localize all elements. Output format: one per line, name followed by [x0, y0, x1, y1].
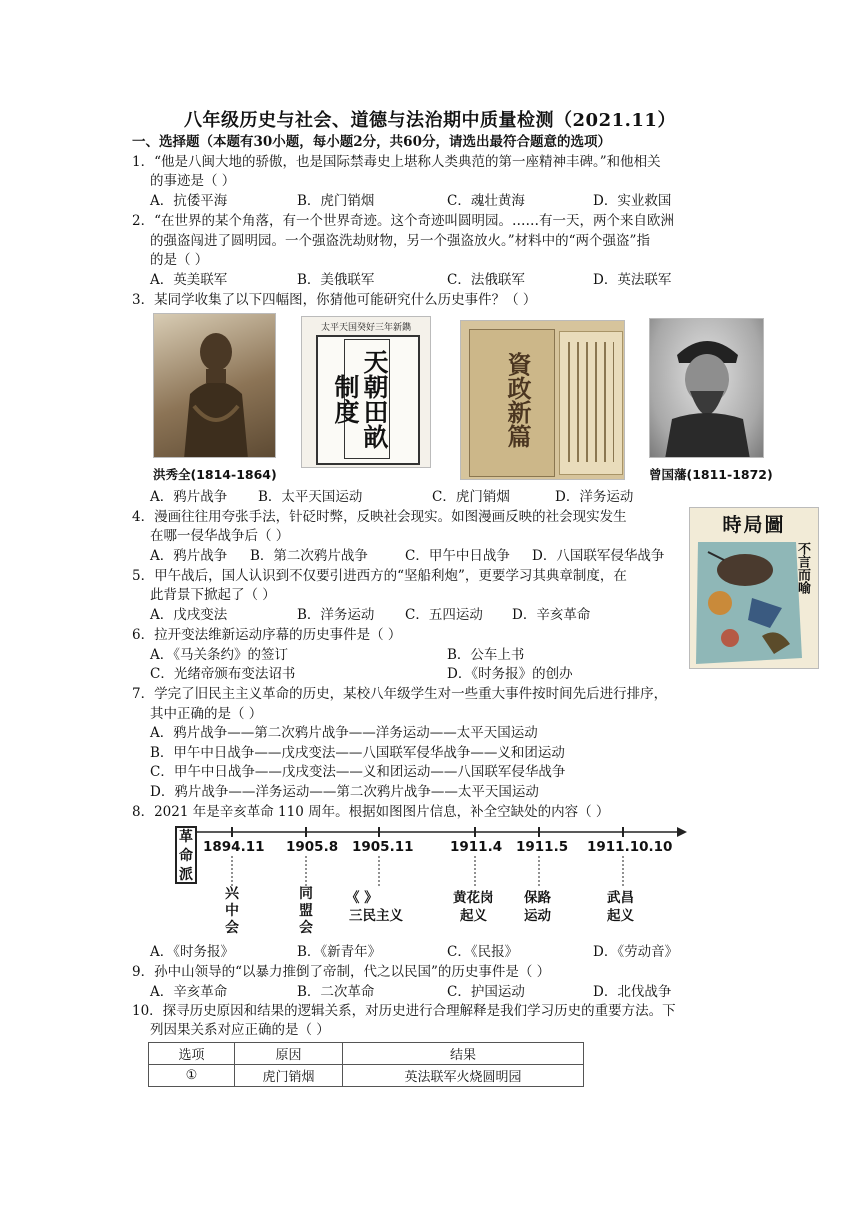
- table-header-option: 选项: [149, 1043, 235, 1065]
- q1-option-a: A．抗倭平海: [150, 193, 228, 209]
- timeline-event-huanghuagang: 黄花岗: [453, 890, 494, 906]
- zeng-guofan-portrait-image: [649, 318, 764, 458]
- q6-stem: 6．拉开变法维新运动序幕的历史事件是（ ）: [132, 627, 402, 643]
- section-heading: 一、选择题（本题有30小题，每小题2分，共60分，请选出最符合题意的选项）: [132, 134, 611, 150]
- q6-option-c: C．光绪帝颁布变法诏书: [150, 666, 296, 682]
- q9-option-c: C．护国运动: [447, 984, 525, 1000]
- q1-option-b: B．虎门销烟: [297, 193, 375, 209]
- q2-stem-line1: 2．“在世界的某个角落，有一个世界奇迹。这个奇迹叫圆明园。……有一天，两个来自欧洲: [132, 213, 674, 229]
- table-header-row: [149, 1043, 584, 1065]
- q8-option-b: B．《新青年》: [297, 944, 382, 960]
- timeline-date-6: 1911.10.10: [587, 839, 673, 855]
- table-cell-option: ①: [149, 1065, 235, 1087]
- q7-option-a: A．鸦片战争——第二次鸦片战争——洋务运动——太平天国运动: [150, 725, 538, 741]
- timeline-event-baolu-2: 运动: [524, 908, 551, 924]
- q1-stem-line2: 的事迹是（ ）: [150, 173, 236, 189]
- q2-option-b: B．美俄联军: [297, 272, 375, 288]
- q9-option-d: D．北伐战争: [593, 984, 672, 1000]
- timeline-tag: 革命派: [175, 826, 197, 884]
- q2-option-d: D．英法联军: [593, 272, 672, 288]
- q2-stem-line3: 的是（ ）: [150, 252, 209, 268]
- q4-option-b: B．第二次鸦片战争: [250, 548, 368, 564]
- timeline-date-5: 1911.5: [516, 839, 569, 855]
- book1-header: 太平天国癸好三年新鐫: [320, 323, 411, 333]
- statue-figure-icon: [154, 314, 276, 458]
- table-cell-cause: 虎门销烟: [235, 1065, 343, 1087]
- timeline-date-3: 1905.11: [352, 839, 414, 855]
- q7-stem-line1: 7．学完了旧民主主义革命的历史，某校八年级学生对一些重大事件按时间先后进行排序，: [132, 686, 668, 702]
- q8-stem: 8．2021 年是辛亥革命 110 周年。根据如图图片信息，补全空缺处的内容（ ）: [132, 804, 610, 820]
- book2-title: 資政新篇: [503, 352, 532, 448]
- tianchao-book-image: [301, 316, 431, 468]
- q3-stem: 3．某同学收集了以下四幅图，你猜他可能研究什么历史事件？（ ）: [132, 292, 537, 308]
- page-title: 八年级历史与社会、道德与法治期中质量检测（2021.11）: [184, 110, 676, 131]
- q1-option-d: D．实业救国: [593, 193, 672, 209]
- table-row: [149, 1065, 584, 1087]
- q7-stem-line2: 其中正确的是（ ）: [150, 706, 263, 722]
- q5-stem-line2: 此背景下掀起了（ ）: [150, 587, 276, 603]
- q6-option-a: A．《马关条约》的签订: [150, 647, 288, 663]
- book1-title: 天朝田畝制度: [344, 339, 390, 459]
- timeline-event-sanmin: 三民主义: [349, 908, 403, 924]
- q9-stem: 9．孙中山领导的“以暴力推倒了帝制，代之以民国”的历史事件是（ ）: [132, 964, 551, 980]
- timeline-event-huanghuagang-2: 起义: [460, 908, 487, 924]
- q2-stem-line2: 的强盗闯进了圆明园。一个强盗洗劫财物，另一个强盗放火。”材料中的“两个强盗”指: [150, 233, 650, 249]
- q9-option-a: A．辛亥革命: [150, 984, 228, 1000]
- q4-stem-line2: 在哪一侵华战争后（ ）: [150, 528, 290, 544]
- q9-option-b: B．二次革命: [297, 984, 375, 1000]
- q4-option-c: C．甲午中日战争: [405, 548, 510, 564]
- timeline-event-xingzhonghui: 兴中会: [225, 886, 239, 936]
- timeline-event-wuchang-2: 起义: [607, 908, 634, 924]
- timeline-event-baolu: 保路: [524, 890, 551, 906]
- timeline-event-tongmenghui: 同盟会: [299, 886, 313, 936]
- q3-option-c: C．虎门销烟: [432, 489, 510, 505]
- timeline-date-4: 1911.4: [450, 839, 503, 855]
- timeline-date-2: 1905.8: [286, 839, 339, 855]
- timeline-event-wuchang: 武昌: [607, 890, 634, 906]
- q3-option-b: B．太平天国运动: [258, 489, 363, 505]
- q3-option-d: D．洋务运动: [555, 489, 634, 505]
- q1-stem-line1: 1．“他是八闽大地的骄傲，也是国际禁毒史上堪称人类典范的第一座精神丰碑。”和他相关: [132, 154, 661, 170]
- table-cell-result: 英法联军火烧圆明园: [343, 1065, 584, 1087]
- table-header-cause: 原因: [235, 1043, 343, 1065]
- q3-option-a: A．鸦片战争: [150, 489, 228, 505]
- zizheng-xinpian-book-image: [460, 320, 625, 480]
- q5-stem-line1: 5．甲午战后，国人认识到不仅要引进西方的“坚船利炮”，更要学习其典章制度，在: [132, 568, 627, 584]
- q7-option-b: B．甲午中日战争——戊戌变法——八国联军侵华战争——义和团运动: [150, 745, 565, 761]
- shiju-tu-cartoon-image: [689, 507, 819, 669]
- q3-caption-zeng: 曾国藩(1811-1872): [649, 467, 773, 482]
- q5-option-a: A．戊戌变法: [150, 607, 228, 623]
- q8-option-d: D．《劳动音》: [593, 944, 679, 960]
- cartoon-title: 時局圖: [722, 514, 786, 536]
- cartoon-side-text: 不言而喻: [795, 542, 810, 594]
- timeline-event-blank: 《 》: [346, 890, 378, 906]
- q4-stem-line1: 4．漫画往往用夸张手法，针砭时弊，反映社会现实。如图漫画反映的社会现实发生: [132, 509, 627, 525]
- q5-option-b: B．洋务运动: [297, 607, 375, 623]
- hong-xiuquan-statue-image: [153, 313, 276, 458]
- q8-option-c: C．《民报》: [447, 944, 519, 960]
- q7-option-d: D．鸦片战争——洋务运动——第二次鸦片战争——太平天国运动: [150, 784, 539, 800]
- q2-option-a: A．英美联军: [150, 272, 228, 288]
- table-header-result: 结果: [343, 1043, 584, 1065]
- q5-option-d: D．辛亥革命: [512, 607, 591, 623]
- q4-option-d: D．八国联军侵华战争: [532, 548, 665, 564]
- q10-stem-line1: 10．探寻历史原因和结果的逻辑关系，对历史进行合理解释是我们学习历史的重要方法。下: [132, 1003, 676, 1019]
- q1-option-c: C．魂壮黄海: [447, 193, 525, 209]
- cause-effect-table: [148, 1042, 584, 1087]
- q5-option-c: C．五四运动: [405, 607, 483, 623]
- q2-option-c: C．法俄联军: [447, 272, 525, 288]
- q10-stem-line2: 列因果关系对应正确的是（ ）: [150, 1022, 330, 1038]
- portrait-figure-icon: [650, 319, 764, 458]
- q6-option-d: D．《时务报》的创办: [447, 666, 573, 682]
- timeline-date-1: 1894.11: [203, 839, 265, 855]
- q6-option-b: B．公车上书: [447, 647, 525, 663]
- q3-caption-hong: 洪秀全(1814-1864): [153, 467, 277, 482]
- q8-option-a: A．《时务报》: [150, 944, 234, 960]
- q7-option-c: C．甲午中日战争——戊戌变法——义和团运动——八国联军侵华战争: [150, 764, 566, 780]
- q4-option-a: A．鸦片战争: [150, 548, 228, 564]
